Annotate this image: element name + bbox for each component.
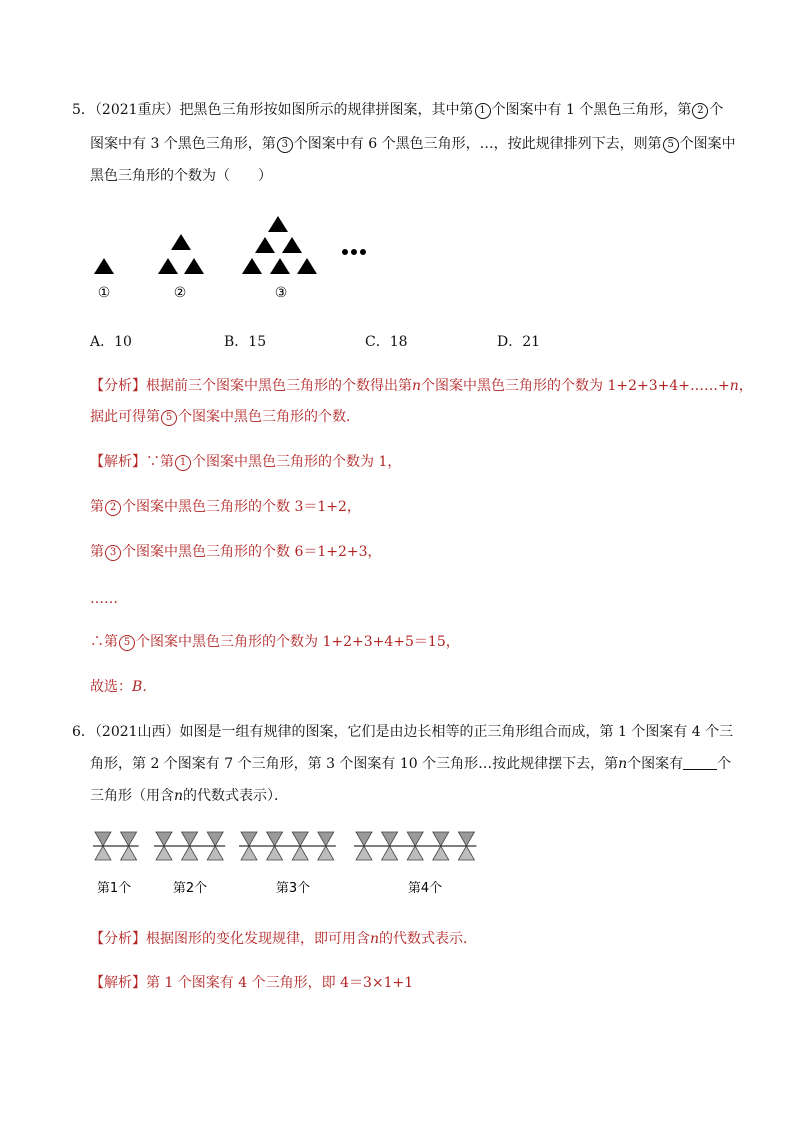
option-b: B．15 <box>224 334 267 350</box>
q5-number: 5． <box>72 102 95 118</box>
q5-solution-line-5: ∴第 5 个图案中黑色三角形的个数为 1+2+3+4+5＝15， <box>90 634 460 650</box>
triangle-icon <box>270 258 290 274</box>
gray-triangle-shape <box>156 846 172 860</box>
gray-triangle-shape <box>267 832 283 846</box>
option-a: A．10 <box>90 334 132 350</box>
circled-number: 5 <box>161 410 177 426</box>
figure-label: 第1个 <box>96 881 132 896</box>
figure-label: ③ <box>274 285 288 301</box>
gray-triangle-shape <box>433 832 449 846</box>
q5-triangle-figure <box>88 212 388 302</box>
q6-line-1: 6．（2021山西）如图是一组有规律的图案，它们是由边长相等的正三角形组合而成，第 1 个图案有 4 个三 <box>72 724 734 740</box>
circled-number: 3 <box>105 545 121 561</box>
gray-triangle-shape <box>207 846 223 860</box>
q5-answer-line: 故选：B． <box>90 679 157 695</box>
option-c: C．18 <box>365 334 408 350</box>
gray-triangle-shape <box>121 846 137 860</box>
q5-analysis-line-2: 据此可得第 5 个图案中黑色三角形的个数． <box>90 409 360 425</box>
circled-number: 2 <box>105 500 121 516</box>
circled-number: 5 <box>119 635 135 651</box>
circled-number: 2 <box>692 103 708 119</box>
gray-triangle-shape <box>433 846 449 860</box>
gray-triangle-shape <box>95 846 111 860</box>
figure-label: 第2个 <box>172 881 208 896</box>
gray-triangle-shape <box>458 846 474 860</box>
gray-triangle-shape <box>292 832 308 846</box>
ellipsis-dot <box>351 249 357 255</box>
gray-triangle-shape <box>458 832 474 846</box>
triangle-icon <box>297 258 317 274</box>
gray-triangle-shape <box>382 832 398 846</box>
gray-triangle-shape <box>407 832 423 846</box>
q6-triangle-figure <box>90 830 490 900</box>
solution-tag: 【解析】 <box>90 975 146 991</box>
option-d: D．21 <box>497 334 541 350</box>
triangle-icon <box>184 258 204 274</box>
gray-triangle-shape <box>156 832 172 846</box>
gray-triangle-shape <box>207 832 223 846</box>
figure-label: 第3个 <box>275 881 311 896</box>
circled-number: 1 <box>475 103 491 119</box>
gray-triangle-shape <box>292 846 308 860</box>
gray-triangle-shape <box>241 832 257 846</box>
q6-analysis-line: 【分析】根据图形的变化发现规律，即可用含n的代数式表示． <box>90 931 478 947</box>
circled-number: 3 <box>277 137 293 153</box>
triangle-icon <box>158 258 178 274</box>
q5-solution-line-2: 第 2 个图案中黑色三角形的个数 3＝1+2， <box>90 499 361 515</box>
gray-triangle-shape <box>407 846 423 860</box>
gray-triangle-shape <box>318 846 334 860</box>
triangle-icon <box>242 258 262 274</box>
triangle-icon <box>282 237 302 253</box>
q5-line-2: 图案中有 3 个黑色三角形，第 3 个图案中有 6 个黑色三角形，…，按此规律排列下去，则第 5 个图案中 <box>90 136 736 152</box>
q5-line-1: 5．（2021重庆）把黑色三角形按如图所示的规律拼图案，其中第 1 个图案中有 1 个黑色三角形，第 2 个 <box>72 102 724 118</box>
gray-triangle-shape <box>267 846 283 860</box>
gray-triangle-shape <box>182 846 198 860</box>
q5-solution-line-1: 【解析】∵第 1 个图案中黑色三角形的个数为 1， <box>90 454 402 470</box>
gray-triangle-shape <box>356 832 372 846</box>
ellipsis-dot <box>360 249 366 255</box>
answer-blank <box>683 755 717 770</box>
analysis-tag: 【分析】 <box>90 378 146 394</box>
q6-line-2: 角形，第 2 个图案有 7 个三角形，第 3 个图案有 10 个三角形…按此规律摆下去，第n个图案有 个 <box>90 756 732 772</box>
q6-solution-line: 【解析】第 1 个图案有 4 个三角形，即 4＝3×1+1 <box>90 975 414 991</box>
analysis-tag: 【分析】 <box>90 931 146 947</box>
gray-triangle-shape <box>95 832 111 846</box>
triangle-icon <box>255 237 275 253</box>
q5-solution-line-3: 第 3 个图案中黑色三角形的个数 6＝1+2+3， <box>90 544 382 560</box>
solution-tag: 【解析】 <box>90 454 146 470</box>
figure-label: ② <box>173 285 187 301</box>
ellipsis-dot <box>342 249 348 255</box>
gray-triangle-shape <box>182 832 198 846</box>
triangle-icon <box>171 234 191 250</box>
q5-analysis-line-1: 【分析】根据前三个图案中黑色三角形的个数得出第n个图案中黑色三角形的个数为 1+2+3+4+……+n， <box>90 378 753 394</box>
circled-number: 1 <box>175 455 191 471</box>
gray-triangle-shape <box>356 846 372 860</box>
gray-triangle-shape <box>121 832 137 846</box>
gray-triangle-shape <box>318 832 334 846</box>
figure-label: ① <box>97 285 111 301</box>
circled-number: 5 <box>663 137 679 153</box>
q6-number: 6． <box>72 724 95 740</box>
q5-line-3: 黑色三角形的个数为（ ） <box>90 168 272 184</box>
gray-triangle-shape <box>382 846 398 860</box>
triangle-icon <box>94 258 114 274</box>
q5-solution-line-4: …… <box>90 591 118 607</box>
gray-triangle-shape <box>241 846 257 860</box>
figure-label: 第4个 <box>407 881 443 896</box>
q6-line-3: 三角形（用含n的代数式表示）． <box>90 788 289 804</box>
triangle-icon <box>268 216 288 232</box>
